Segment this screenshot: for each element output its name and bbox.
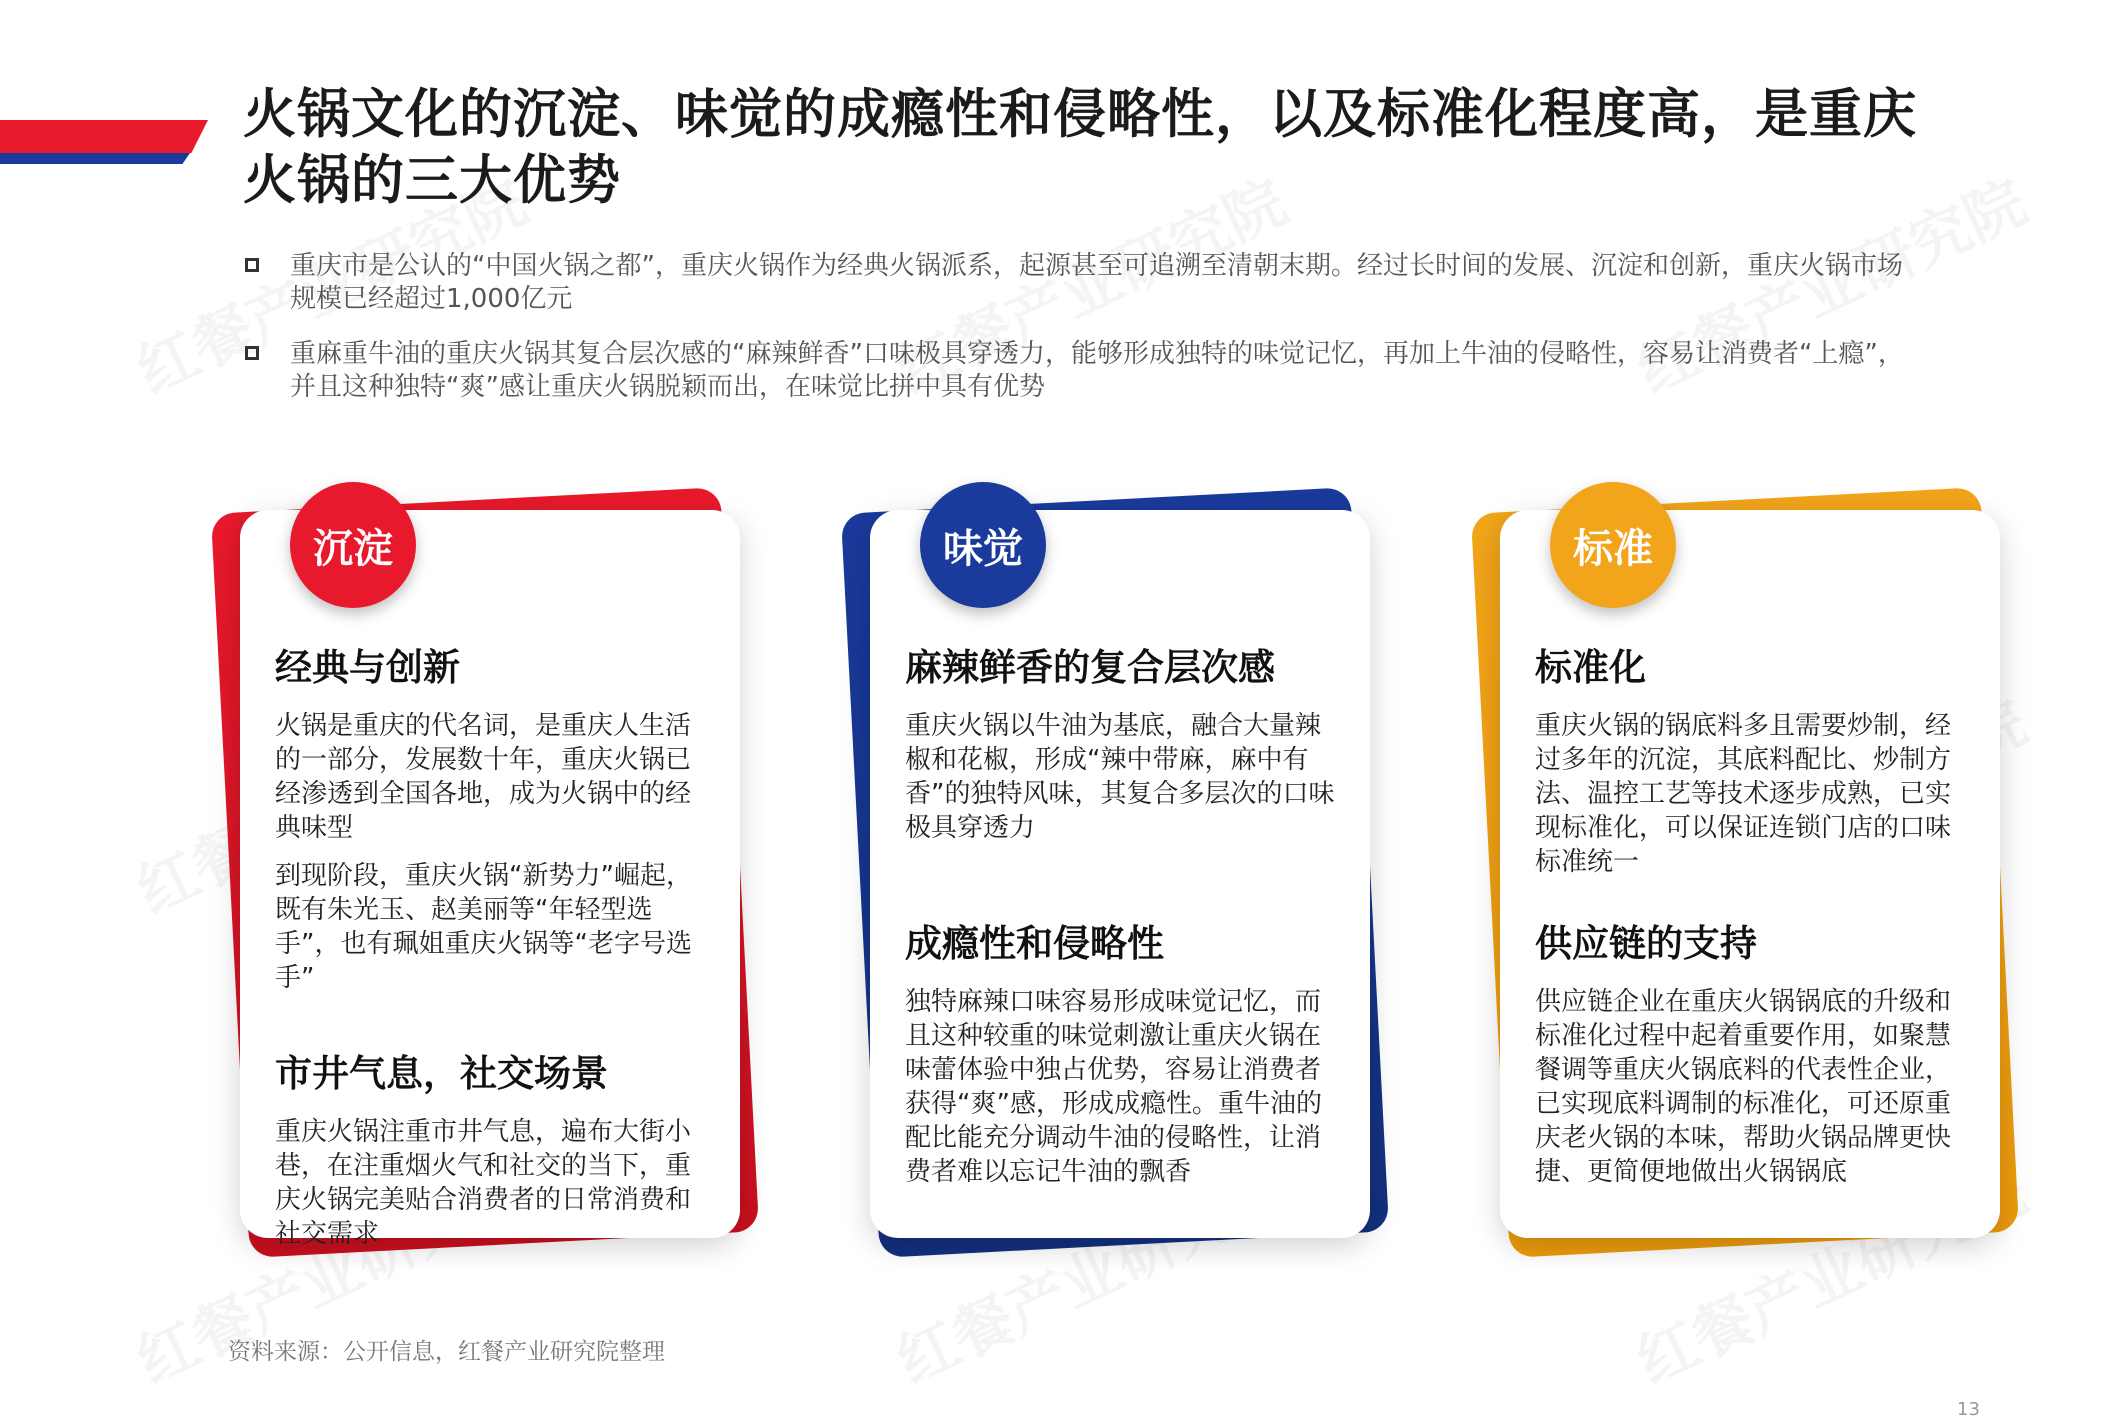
section-title: 麻辣鲜香的复合层次感 [905,646,1275,689]
card-body [275,645,715,1265]
section-text: 供应链企业在重庆火锅锅底的升级和标准化过程中起着重要作用，如聚慧餐调等重庆火锅底料的代表性企业，已实现底料调制的标准化，可还原重庆老火锅的本味，帮助火锅品牌更快捷、更简便地做出火锅锅底 [1535,987,1952,1187]
square-bullet-icon [245,258,259,272]
card-panel [1500,510,2000,1238]
card-sediment [210,480,770,1260]
bullet-item [243,338,1923,404]
section-title: 供应链的支持 [1535,922,1757,965]
page-title: 火锅文化的沉淀、味觉的成瘾性和侵略性，以及标准化程度高，是重庆火锅的三大优势 [243,84,1917,211]
section-text: 重庆火锅注重市井气息，遍布大街小巷，在注重烟火气和社交的当下，重庆火锅完美贴合消费者的日常消费和社交需求 [275,1117,692,1249]
card-body [1535,645,1975,1203]
section-title: 市井气息，社交场景 [275,1052,608,1095]
header-red-stripe [0,120,208,153]
square-bullet-icon [245,346,259,360]
section-text: 到现阶段，重庆火锅“新势力”崛起，既有朱光玉、赵美丽等“年轻型选手”，也有珮姐重庆火锅等“老字号选手” [275,861,692,993]
bullet-item [243,250,1923,316]
card-body [905,645,1345,1203]
section-text: 火锅是重庆的代名词，是重庆人生活的一部分，发展数十年，重庆火锅已经渗透到全国各地，成为火锅中的经典味型 [275,711,692,843]
card-panel [870,510,1370,1238]
bullet-list [243,250,1923,426]
section-text: 独特麻辣口味容易形成味觉记忆，而且这种较重的味觉刺激让重庆火锅在味蕾体验中独占优势，容易让消费者获得“爽”感，形成成瘾性。重牛油的配比能充分调动牛油的侵略性，让消费者难以忘记牛油的飘香 [905,987,1322,1187]
card-badge: 沉淀 [290,482,416,608]
card-panel [240,510,740,1249]
header-blue-stripe [0,153,190,164]
page-number: 13 [1957,1399,1980,1420]
card-badge: 味觉 [920,482,1046,608]
section-title: 标准化 [1535,646,1646,689]
bullet-text: 重庆市是公认的“中国火锅之都”，重庆火锅作为经典火锅派系，起源甚至可追溯至清朝末期。经过长时间的发展、沉淀和创新，重庆火锅市场规模已经超过1,000亿元 [290,251,1903,314]
section-text: 重庆火锅以牛油为基底，融合大量辣椒和花椒，形成“辣中带麻，麻中有香”的独特风味，其复合多层次的口味极具穿透力 [905,711,1335,843]
card-standard [1470,480,2030,1260]
card-badge: 标准 [1550,482,1676,608]
source-note: 资料来源：公开信息，红餐产业研究院整理 [228,1339,665,1365]
section-title: 经典与创新 [275,646,460,689]
card-taste [840,480,1400,1260]
section-title: 成瘾性和侵略性 [905,922,1164,965]
section-text: 重庆火锅的锅底料多且需要炒制，经过多年的沉淀，其底料配比、炒制方法、温控工艺等技术逐步成熟，已实现标准化，可以保证连锁门店的口味标准统一 [1535,711,1952,877]
bullet-text: 重麻重牛油的重庆火锅其复合层次感的“麻辣鲜香”口味极具穿透力，能够形成独特的味觉记忆，再加上牛油的侵略性，容易让消费者“上瘾”，并且这种独特“爽”感让重庆火锅脱颖而出，在味觉比拼中具有优势 [290,339,1904,402]
